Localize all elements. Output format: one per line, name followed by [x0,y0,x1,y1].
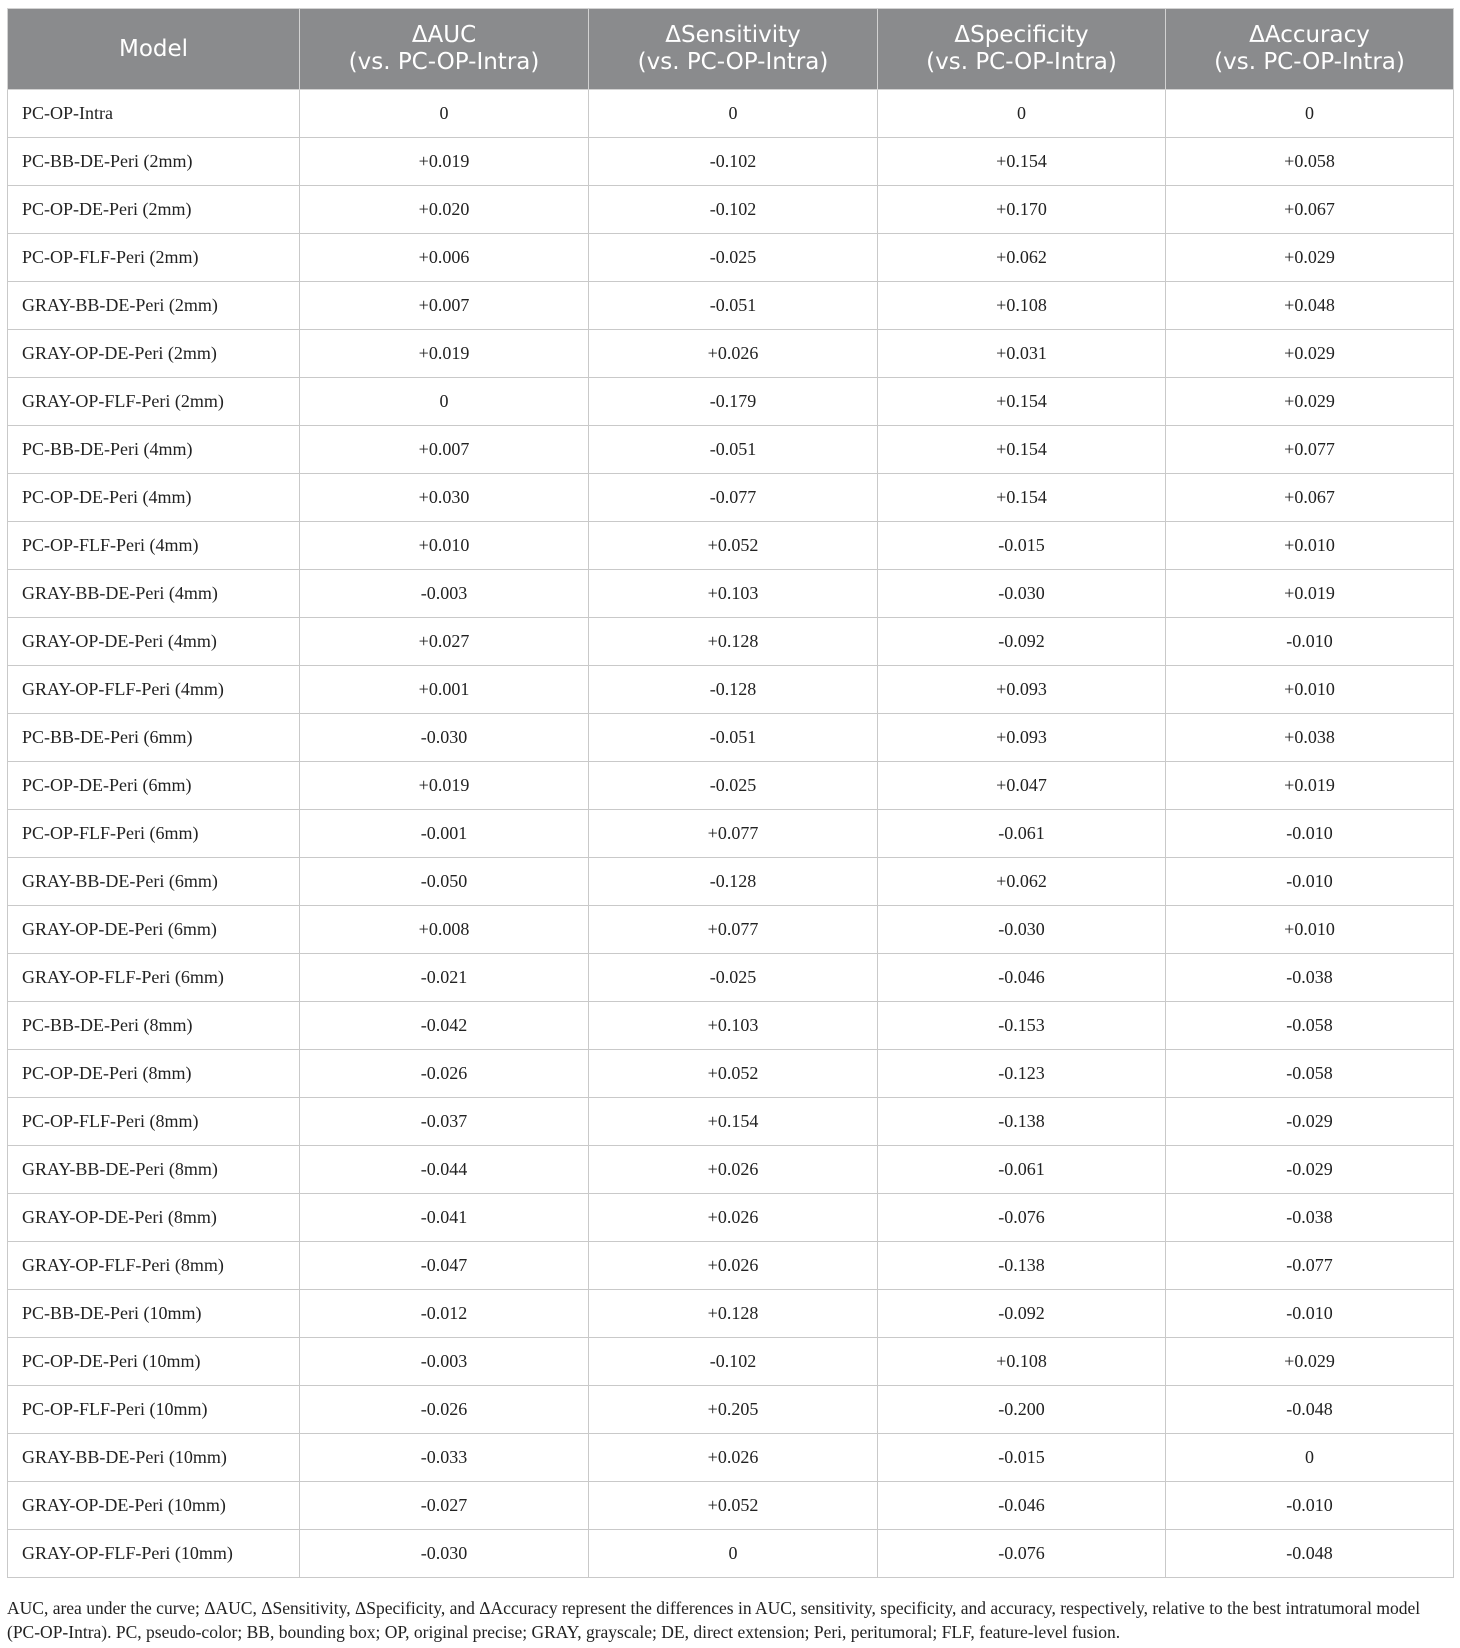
delta-sensitivity-cell: -0.128 [589,858,878,906]
delta-specificity-cell: +0.047 [878,762,1166,810]
delta-sensitivity-cell: -0.128 [589,666,878,714]
table-row [8,954,1454,1002]
delta-sensitivity-cell: +0.026 [589,330,878,378]
model-name-cell: PC-OP-FLF-Peri (4mm) [8,522,300,570]
model-name-cell: GRAY-OP-DE-Peri (10mm) [8,1482,300,1530]
table-footnote: AUC, area under the curve; ΔAUC, ΔSensitivity, ΔSpecificity, and ΔAccuracy represent the differences in AUC, sensitivity, specificity, and accuracy, respectively, relative to the best intratumoral model (PC-OP-Intra). PC, pseudo-color; BB, bounding box; OP, original precise; GRAY, grayscale; DE, direct extension; Peri, peritumoral; FLF, feature-level fusion. [7,1598,1421,1642]
delta-sensitivity-cell: +0.103 [589,570,878,618]
delta-sensitivity-cell: -0.025 [589,234,878,282]
table-row [8,1386,1454,1434]
delta-specificity-cell: +0.108 [878,282,1166,330]
table-row [8,330,1454,378]
results-table-container [7,8,1453,1578]
delta-auc-cell: -0.003 [300,1338,589,1386]
delta-sensitivity-cell: +0.077 [589,906,878,954]
table-header-row [8,9,1454,90]
delta-specificity-cell: +0.154 [878,138,1166,186]
delta-auc-cell: +0.030 [300,474,589,522]
delta-accuracy-cell: -0.048 [1166,1530,1454,1578]
delta-sensitivity-cell: +0.205 [589,1386,878,1434]
delta-specificity-cell: -0.138 [878,1098,1166,1146]
delta-sensitivity-cell: +0.052 [589,1482,878,1530]
delta-sensitivity-cell: -0.051 [589,282,878,330]
delta-sensitivity-cell: +0.026 [589,1194,878,1242]
model-name-cell: PC-OP-DE-Peri (4mm) [8,474,300,522]
table-row [8,1242,1454,1290]
delta-sensitivity-cell: -0.051 [589,426,878,474]
table-row [8,906,1454,954]
header-model [8,9,300,90]
delta-auc-cell: -0.030 [300,714,589,762]
model-name-cell: PC-OP-FLF-Peri (6mm) [8,810,300,858]
delta-specificity-cell: -0.030 [878,570,1166,618]
table-row [8,1338,1454,1386]
delta-auc-cell: +0.027 [300,618,589,666]
table-row [8,1434,1454,1482]
delta-auc-cell: -0.001 [300,810,589,858]
table-row [8,858,1454,906]
model-name-cell: GRAY-BB-DE-Peri (2mm) [8,282,300,330]
model-name-cell: GRAY-OP-DE-Peri (2mm) [8,330,300,378]
delta-sensitivity-cell: +0.026 [589,1434,878,1482]
delta-auc-cell: -0.026 [300,1050,589,1098]
delta-accuracy-cell: +0.077 [1166,426,1454,474]
table-row [8,666,1454,714]
delta-accuracy-cell: -0.010 [1166,618,1454,666]
delta-specificity-cell: -0.061 [878,810,1166,858]
model-name-cell: GRAY-OP-DE-Peri (6mm) [8,906,300,954]
delta-auc-cell: 0 [300,90,589,138]
model-name-cell: PC-OP-FLF-Peri (10mm) [8,1386,300,1434]
delta-auc-cell: +0.008 [300,906,589,954]
delta-specificity-cell: -0.046 [878,954,1166,1002]
header-delta-sensitivity-sublabel: (vs. PC-OP-Intra) [637,49,829,75]
table-row [8,138,1454,186]
delta-accuracy-cell: +0.029 [1166,330,1454,378]
delta-auc-cell: -0.044 [300,1146,589,1194]
header-model-label: Model [118,35,189,62]
delta-accuracy-cell: +0.029 [1166,1338,1454,1386]
delta-accuracy-cell: +0.067 [1166,474,1454,522]
table-row [8,186,1454,234]
delta-specificity-cell: -0.153 [878,1002,1166,1050]
model-name-cell: GRAY-OP-FLF-Peri (4mm) [8,666,300,714]
delta-sensitivity-cell: -0.102 [589,186,878,234]
table-row [8,90,1454,138]
delta-specificity-cell: -0.061 [878,1146,1166,1194]
delta-specificity-cell: -0.123 [878,1050,1166,1098]
table-row [8,522,1454,570]
delta-specificity-cell: -0.076 [878,1530,1166,1578]
delta-auc-cell: -0.027 [300,1482,589,1530]
model-name-cell: PC-BB-DE-Peri (2mm) [8,138,300,186]
table-row [8,1146,1454,1194]
table-row [8,282,1454,330]
header-delta-accuracy-sublabel: (vs. PC-OP-Intra) [1214,49,1405,75]
model-name-cell: GRAY-BB-DE-Peri (10mm) [8,1434,300,1482]
model-name-cell: PC-BB-DE-Peri (8mm) [8,1002,300,1050]
delta-accuracy-cell: +0.010 [1166,906,1454,954]
delta-accuracy-cell: +0.019 [1166,762,1454,810]
model-name-cell: GRAY-BB-DE-Peri (6mm) [8,858,300,906]
table-row [8,618,1454,666]
delta-specificity-cell: +0.093 [878,714,1166,762]
delta-specificity-cell: -0.092 [878,618,1166,666]
delta-accuracy-cell: +0.010 [1166,666,1454,714]
delta-accuracy-cell: +0.048 [1166,282,1454,330]
table-row [8,474,1454,522]
header-delta-auc-label: ΔAUC [411,22,477,48]
delta-sensitivity-cell: +0.154 [589,1098,878,1146]
table-row [8,1098,1454,1146]
delta-auc-cell: -0.047 [300,1242,589,1290]
delta-specificity-cell: -0.138 [878,1242,1166,1290]
delta-accuracy-cell: +0.067 [1166,186,1454,234]
model-name-cell: GRAY-OP-FLF-Peri (2mm) [8,378,300,426]
delta-auc-cell: -0.030 [300,1530,589,1578]
delta-specificity-cell: +0.062 [878,234,1166,282]
header-delta-specificity-label: ΔSpecificity [954,22,1089,48]
table-row [8,762,1454,810]
table-row [8,1194,1454,1242]
model-name-cell: GRAY-OP-DE-Peri (8mm) [8,1194,300,1242]
delta-accuracy-cell: -0.038 [1166,1194,1454,1242]
delta-specificity-cell: +0.062 [878,858,1166,906]
delta-auc-cell: -0.050 [300,858,589,906]
delta-accuracy-cell: -0.029 [1166,1146,1454,1194]
delta-sensitivity-cell: -0.051 [589,714,878,762]
delta-sensitivity-cell: -0.179 [589,378,878,426]
table-row [8,810,1454,858]
delta-auc-cell: +0.019 [300,762,589,810]
model-name-cell: PC-OP-Intra [8,90,300,138]
delta-sensitivity-cell: +0.128 [589,1290,878,1338]
delta-auc-cell: +0.001 [300,666,589,714]
table-body [8,90,1454,1578]
delta-accuracy-cell: +0.029 [1166,234,1454,282]
delta-specificity-cell: -0.092 [878,1290,1166,1338]
delta-accuracy-cell: 0 [1166,1434,1454,1482]
delta-sensitivity-cell: 0 [589,1530,878,1578]
model-name-cell: PC-OP-DE-Peri (10mm) [8,1338,300,1386]
delta-auc-cell: -0.037 [300,1098,589,1146]
header-delta-auc-sublabel: (vs. PC-OP-Intra) [348,49,540,75]
delta-auc-cell: -0.026 [300,1386,589,1434]
table-row [8,1002,1454,1050]
model-name-cell: GRAY-OP-FLF-Peri (6mm) [8,954,300,1002]
delta-auc-cell: +0.007 [300,426,589,474]
table-row [8,1530,1454,1578]
header-delta-specificity [878,9,1166,90]
delta-sensitivity-cell: 0 [589,90,878,138]
delta-accuracy-cell: +0.029 [1166,378,1454,426]
delta-specificity-cell: +0.031 [878,330,1166,378]
delta-metrics-table [7,8,1454,1578]
delta-accuracy-cell: -0.048 [1166,1386,1454,1434]
delta-auc-cell: 0 [300,378,589,426]
delta-specificity-cell: +0.170 [878,186,1166,234]
delta-sensitivity-cell: +0.026 [589,1242,878,1290]
delta-auc-cell: +0.010 [300,522,589,570]
table-row [8,714,1454,762]
delta-specificity-cell: +0.093 [878,666,1166,714]
delta-sensitivity-cell: +0.026 [589,1146,878,1194]
table-row [8,234,1454,282]
delta-accuracy-cell: -0.010 [1166,1482,1454,1530]
table-row [8,1050,1454,1098]
delta-auc-cell: +0.019 [300,138,589,186]
delta-specificity-cell: -0.015 [878,522,1166,570]
model-name-cell: GRAY-OP-FLF-Peri (8mm) [8,1242,300,1290]
delta-specificity-cell: 0 [878,90,1166,138]
header-delta-accuracy-label: ΔAccuracy [1249,22,1370,48]
model-name-cell: PC-BB-DE-Peri (10mm) [8,1290,300,1338]
delta-specificity-cell: -0.046 [878,1482,1166,1530]
delta-accuracy-cell: -0.010 [1166,1290,1454,1338]
delta-auc-cell: -0.003 [300,570,589,618]
delta-sensitivity-cell: +0.077 [589,810,878,858]
model-name-cell: PC-OP-FLF-Peri (2mm) [8,234,300,282]
header-delta-auc [300,9,589,90]
delta-sensitivity-cell: -0.025 [589,954,878,1002]
delta-sensitivity-cell: +0.128 [589,618,878,666]
table-row [8,378,1454,426]
delta-accuracy-cell: -0.010 [1166,858,1454,906]
delta-accuracy-cell: -0.058 [1166,1050,1454,1098]
delta-sensitivity-cell: -0.077 [589,474,878,522]
table-row [8,1290,1454,1338]
model-name-cell: PC-OP-DE-Peri (2mm) [8,186,300,234]
delta-specificity-cell: -0.015 [878,1434,1166,1482]
delta-sensitivity-cell: -0.102 [589,138,878,186]
delta-specificity-cell: +0.108 [878,1338,1166,1386]
delta-auc-cell: -0.041 [300,1194,589,1242]
model-name-cell: GRAY-OP-FLF-Peri (10mm) [8,1530,300,1578]
delta-auc-cell: +0.006 [300,234,589,282]
delta-specificity-cell: -0.200 [878,1386,1166,1434]
header-delta-specificity-sublabel: (vs. PC-OP-Intra) [926,49,1117,75]
delta-accuracy-cell: +0.010 [1166,522,1454,570]
delta-accuracy-cell: -0.058 [1166,1002,1454,1050]
delta-accuracy-cell: -0.010 [1166,810,1454,858]
model-name-cell: PC-OP-DE-Peri (6mm) [8,762,300,810]
delta-auc-cell: -0.021 [300,954,589,1002]
model-name-cell: PC-BB-DE-Peri (6mm) [8,714,300,762]
delta-sensitivity-cell: +0.103 [589,1002,878,1050]
delta-auc-cell: +0.007 [300,282,589,330]
model-name-cell: PC-OP-FLF-Peri (8mm) [8,1098,300,1146]
header-delta-sensitivity [589,9,878,90]
delta-auc-cell: -0.033 [300,1434,589,1482]
delta-auc-cell: +0.020 [300,186,589,234]
delta-specificity-cell: -0.030 [878,906,1166,954]
model-name-cell: GRAY-BB-DE-Peri (4mm) [8,570,300,618]
delta-auc-cell: +0.019 [300,330,589,378]
delta-specificity-cell: -0.076 [878,1194,1166,1242]
model-name-cell: GRAY-OP-DE-Peri (4mm) [8,618,300,666]
delta-accuracy-cell: -0.077 [1166,1242,1454,1290]
delta-accuracy-cell: -0.038 [1166,954,1454,1002]
delta-accuracy-cell: +0.058 [1166,138,1454,186]
delta-sensitivity-cell: +0.052 [589,1050,878,1098]
model-name-cell: PC-OP-DE-Peri (8mm) [8,1050,300,1098]
delta-sensitivity-cell: -0.025 [589,762,878,810]
delta-specificity-cell: +0.154 [878,378,1166,426]
model-name-cell: PC-BB-DE-Peri (4mm) [8,426,300,474]
delta-specificity-cell: +0.154 [878,474,1166,522]
header-delta-sensitivity-label: ΔSensitivity [665,22,801,48]
delta-accuracy-cell: 0 [1166,90,1454,138]
delta-accuracy-cell: +0.038 [1166,714,1454,762]
delta-accuracy-cell: +0.019 [1166,570,1454,618]
delta-accuracy-cell: -0.029 [1166,1098,1454,1146]
header-delta-accuracy [1166,9,1454,90]
model-name-cell: GRAY-BB-DE-Peri (8mm) [8,1146,300,1194]
delta-specificity-cell: +0.154 [878,426,1166,474]
delta-auc-cell: -0.042 [300,1002,589,1050]
delta-auc-cell: -0.012 [300,1290,589,1338]
table-row [8,570,1454,618]
delta-sensitivity-cell: -0.102 [589,1338,878,1386]
table-row [8,426,1454,474]
table-row [8,1482,1454,1530]
delta-sensitivity-cell: +0.052 [589,522,878,570]
